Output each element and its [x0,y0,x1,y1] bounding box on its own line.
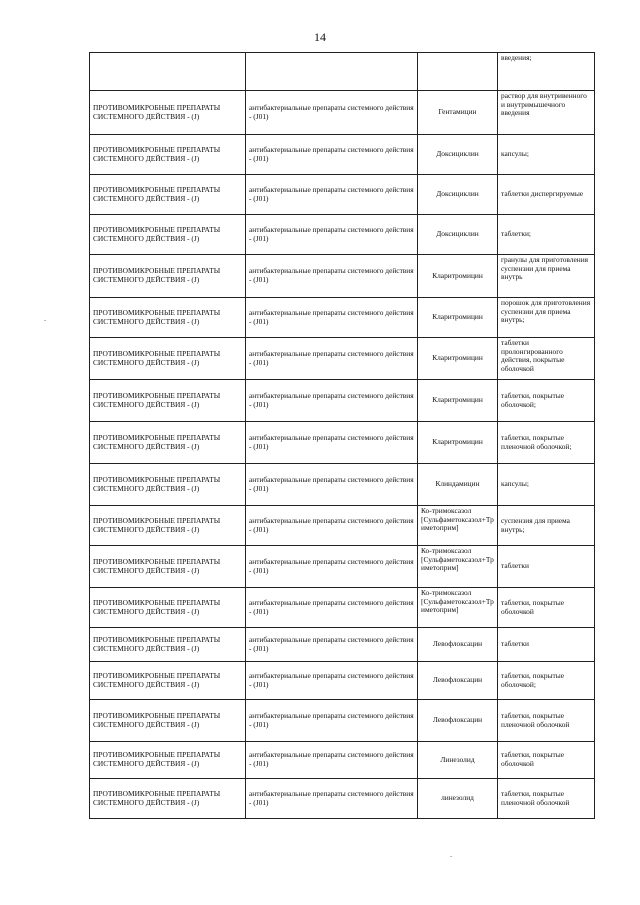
atc-cell: антибактериальные препараты системного действия - (J01) [246,135,418,175]
form-cell: таблетки, покрытые оболочкой; [498,380,595,422]
atc-cell: антибактериальные препараты системного действия - (J01) [246,422,418,464]
drug-cell: Ко-тримоксазол [Сульфаметоксазол+Триметоприм] [418,588,498,628]
drug-cell: Линезолид [418,742,498,779]
form-cell: таблетки [498,628,595,662]
table-row [90,135,595,175]
group-cell: ПРОТИВОМИКРОБНЫЕ ПРЕПАРАТЫ СИСТЕМНОГО ДЕЙСТВИЯ - (J) [90,779,246,819]
table-row [90,700,595,742]
form-cell: таблетки [498,546,595,588]
drug-cell: Доксициклин [418,135,498,175]
group-cell: ПРОТИВОМИКРОБНЫЕ ПРЕПАРАТЫ СИСТЕМНОГО ДЕЙСТВИЯ - (J) [90,742,246,779]
form-cell: таблетки, покрытые пленочной оболочкой; [498,422,595,464]
drug-cell: Доксициклин [418,215,498,255]
drug-table [89,52,595,819]
form-cell: таблетки; [498,215,595,255]
drug-cell: Кларитромицин [418,422,498,464]
atc-cell: антибактериальные препараты системного действия - (J01) [246,380,418,422]
group-cell: ПРОТИВОМИКРОБНЫЕ ПРЕПАРАТЫ СИСТЕМНОГО ДЕЙСТВИЯ - (J) [90,215,246,255]
form-cell: таблетки, покрытые пленочной оболочкой [498,779,595,819]
drug-cell: Доксициклин [418,175,498,215]
drug-cell: Ко-тримоксазол [Сульфаметоксазол+Триметоприм] [418,506,498,546]
table-row [90,422,595,464]
group-cell: ПРОТИВОМИКРОБНЫЕ ПРЕПАРАТЫ СИСТЕМНОГО ДЕЙСТВИЯ - (J) [90,422,246,464]
stray-mark: - [450,852,453,860]
form-cell: капсулы; [498,135,595,175]
drug-cell: Кларитромицин [418,338,498,380]
atc-cell: антибактериальные препараты системного действия - (J01) [246,91,418,135]
atc-cell: антибактериальные препараты системного действия - (J01) [246,742,418,779]
stray-mark: - [44,316,47,324]
form-cell: таблетки, покрытые оболочкой [498,588,595,628]
atc-cell: антибактериальные препараты системного действия - (J01) [246,588,418,628]
drug-cell: Левофлоксацин [418,700,498,742]
table-row [90,742,595,779]
group-cell: ПРОТИВОМИКРОБНЫЕ ПРЕПАРАТЫ СИСТЕМНОГО ДЕЙСТВИЯ - (J) [90,506,246,546]
group-cell: ПРОТИВОМИКРОБНЫЕ ПРЕПАРАТЫ СИСТЕМНОГО ДЕЙСТВИЯ - (J) [90,135,246,175]
table-row [90,662,595,700]
group-cell: ПРОТИВОМИКРОБНЫЕ ПРЕПАРАТЫ СИСТЕМНОГО ДЕЙСТВИЯ - (J) [90,298,246,338]
group-cell: ПРОТИВОМИКРОБНЫЕ ПРЕПАРАТЫ СИСТЕМНОГО ДЕЙСТВИЯ - (J) [90,380,246,422]
table-row [90,588,595,628]
group-cell: ПРОТИВОМИКРОБНЫЕ ПРЕПАРАТЫ СИСТЕМНОГО ДЕЙСТВИЯ - (J) [90,175,246,215]
atc-cell: антибактериальные препараты системного действия - (J01) [246,628,418,662]
atc-cell: антибактериальные препараты системного действия - (J01) [246,255,418,298]
drug-cell: Ко-тримоксазол [Сульфаметоксазол+Триметоприм] [418,546,498,588]
group-cell: ПРОТИВОМИКРОБНЫЕ ПРЕПАРАТЫ СИСТЕМНОГО ДЕЙСТВИЯ - (J) [90,546,246,588]
table-row [90,338,595,380]
atc-cell: антибактериальные препараты системного действия - (J01) [246,298,418,338]
atc-cell: антибактериальные препараты системного действия - (J01) [246,215,418,255]
atc-cell: антибактериальные препараты системного действия - (J01) [246,779,418,819]
atc-cell: антибактериальные препараты системного действия - (J01) [246,338,418,380]
form-cell: таблетки диспергируемые [498,175,595,215]
drug-cell [418,53,498,91]
page-number: 14 [314,30,326,44]
table-row [90,779,595,819]
form-cell: таблетки, покрытые оболочкой [498,742,595,779]
group-cell: ПРОТИВОМИКРОБНЫЕ ПРЕПАРАТЫ СИСТЕМНОГО ДЕЙСТВИЯ - (J) [90,255,246,298]
form-cell: таблетки пролонгированного действия, покрытые оболочкой [498,338,595,380]
table-row [90,175,595,215]
drug-cell: линезолид [418,779,498,819]
table-row [90,464,595,506]
form-cell: таблетки, покрытые пленочной оболочкой [498,700,595,742]
drug-cell: Кларитромицин [418,255,498,298]
atc-cell: антибактериальные препараты системного действия - (J01) [246,662,418,700]
group-cell: ПРОТИВОМИКРОБНЫЕ ПРЕПАРАТЫ СИСТЕМНОГО ДЕЙСТВИЯ - (J) [90,662,246,700]
table-row [90,380,595,422]
atc-cell: антибактериальные препараты системного действия - (J01) [246,506,418,546]
atc-cell: антибактериальные препараты системного действия - (J01) [246,700,418,742]
table-row [90,298,595,338]
form-cell: раствор для внутривенного и внутримышечного введения [498,91,595,135]
atc-cell [246,53,418,91]
group-cell: ПРОТИВОМИКРОБНЫЕ ПРЕПАРАТЫ СИСТЕМНОГО ДЕЙСТВИЯ - (J) [90,588,246,628]
table-row [90,506,595,546]
group-cell: ПРОТИВОМИКРОБНЫЕ ПРЕПАРАТЫ СИСТЕМНОГО ДЕЙСТВИЯ - (J) [90,464,246,506]
drug-cell: Гентамицин [418,91,498,135]
drug-cell: Левофлоксацин [418,628,498,662]
drug-cell: Клиндамицин [418,464,498,506]
form-cell: порошок для приготовления суспензии для приема внутрь; [498,298,595,338]
group-cell: ПРОТИВОМИКРОБНЫЕ ПРЕПАРАТЫ СИСТЕМНОГО ДЕЙСТВИЯ - (J) [90,91,246,135]
group-cell [90,53,246,91]
table-row [90,91,595,135]
group-cell: ПРОТИВОМИКРОБНЫЕ ПРЕПАРАТЫ СИСТЕМНОГО ДЕЙСТВИЯ - (J) [90,338,246,380]
group-cell: ПРОТИВОМИКРОБНЫЕ ПРЕПАРАТЫ СИСТЕМНОГО ДЕЙСТВИЯ - (J) [90,700,246,742]
atc-cell: антибактериальные препараты системного действия - (J01) [246,464,418,506]
table-row [90,628,595,662]
form-cell: таблетки, покрытые оболочкой; [498,662,595,700]
drug-cell: Кларитромицин [418,380,498,422]
drug-cell: Кларитромицин [418,298,498,338]
table-row [90,215,595,255]
drug-table-body [90,53,595,819]
table-row [90,546,595,588]
form-cell: суспензия для приема внутрь; [498,506,595,546]
atc-cell: антибактериальные препараты системного действия - (J01) [246,175,418,215]
drug-cell: Левофлоксацин [418,662,498,700]
atc-cell: антибактериальные препараты системного действия - (J01) [246,546,418,588]
form-cell: введения; [498,53,595,91]
table-row-continuation [90,53,595,91]
form-cell: капсулы; [498,464,595,506]
group-cell: ПРОТИВОМИКРОБНЫЕ ПРЕПАРАТЫ СИСТЕМНОГО ДЕЙСТВИЯ - (J) [90,628,246,662]
table-row [90,255,595,298]
form-cell: гранулы для приготовления суспензии для приема внутрь [498,255,595,298]
